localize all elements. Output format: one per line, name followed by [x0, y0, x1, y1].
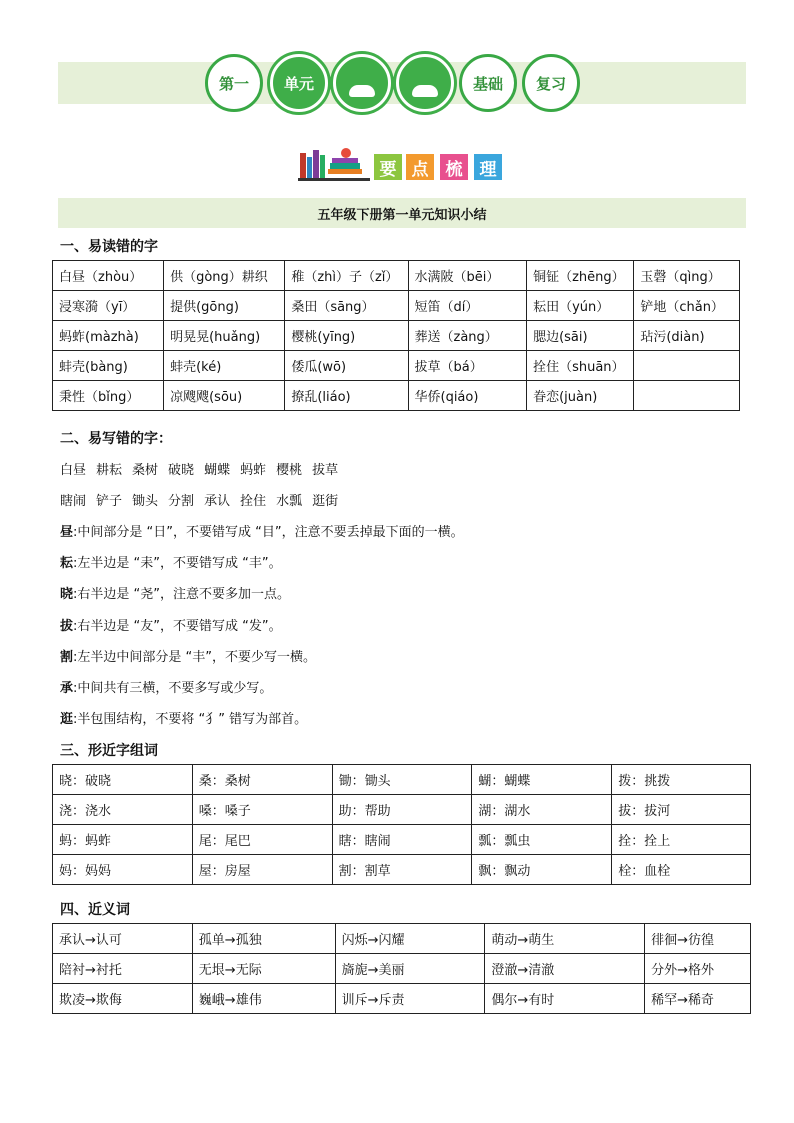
section3-table	[52, 764, 751, 885]
note-line	[60, 552, 282, 571]
header-circle-text: 单元	[283, 74, 314, 93]
table-cell	[634, 381, 740, 411]
header-circle-1	[205, 54, 263, 112]
section1-table	[52, 260, 740, 411]
word: 拔草	[312, 463, 339, 478]
word: 樱桃	[276, 463, 303, 478]
note-text: :中间共有三横，不要多写或少写。	[73, 681, 273, 696]
table-cell: 白昼（zhòu）	[53, 261, 164, 291]
table-cell: 蚂：蚂蚱	[53, 825, 193, 855]
table-cell: 玉磬（qìng）	[634, 261, 740, 291]
note-char: 拔	[60, 618, 74, 634]
words-line-2	[60, 490, 348, 509]
note-text: :中间部分是 “日”，不要错写成 “目”，注意不要丢掉最下面的一横。	[73, 525, 464, 540]
books-icon	[298, 147, 370, 181]
table-row	[53, 291, 740, 321]
table-cell: 拔：拔河	[612, 795, 751, 825]
table-cell: 撩乱(liáo)	[285, 381, 408, 411]
note-text: :右半边是 “友”，不要错写成 “发”。	[73, 618, 282, 634]
note-text: :半包围结构，不要将 “犭” 错写为部首。	[73, 712, 308, 728]
table-cell: 秉性（bǐng）	[53, 381, 164, 411]
word: 耕耘	[96, 463, 123, 478]
word: 承认	[204, 494, 231, 509]
table-cell: 短笛（dí）	[408, 291, 527, 321]
section3-heading: 三、形近字组词	[60, 743, 158, 759]
table-cell: 屋：房屋	[192, 855, 332, 885]
word: 水瓢	[276, 494, 303, 509]
table-cell: 蚌壳(ké)	[164, 351, 285, 381]
word: 逛街	[312, 494, 339, 509]
table-row	[53, 954, 751, 984]
table-cell: 凉飕飕(sōu)	[164, 381, 285, 411]
word: 桑树	[132, 463, 159, 478]
table-cell: 瓢：瓢虫	[472, 825, 612, 855]
section2-heading: 二、易写错的字：	[60, 431, 172, 447]
table-cell: 桑田（sāng）	[285, 291, 408, 321]
table-cell: 玷污(diàn)	[634, 321, 740, 351]
table-cell: 葬送（zàng）	[408, 321, 527, 351]
table-cell: 分外→格外	[645, 954, 751, 984]
table-cell: 明晃晃(huǎng)	[164, 321, 285, 351]
note-char: 昼	[60, 525, 74, 540]
table-cell: 助：帮助	[332, 795, 472, 825]
table-cell: 眷恋(juàn)	[527, 381, 634, 411]
note-line	[60, 677, 272, 696]
table-cell: 华侨(qiáo)	[408, 381, 527, 411]
cloud-icon	[349, 85, 375, 97]
note-char: 割	[60, 649, 74, 665]
cloud-circle-1	[333, 54, 391, 112]
table-cell: 妈：妈妈	[53, 855, 193, 885]
table-cell: 锄：锄头	[332, 765, 472, 795]
table-cell: 樱桃(yīng)	[285, 321, 408, 351]
table-cell: 瞎：瞎闹	[332, 825, 472, 855]
table-cell: 嗓：嗓子	[192, 795, 332, 825]
table-cell	[634, 351, 740, 381]
note-line	[60, 708, 307, 727]
table-cell: 栓：血栓	[612, 855, 751, 885]
table-cell: 拴住（shuān）	[527, 351, 634, 381]
table-cell: 耘田（yún）	[527, 291, 634, 321]
note-char: 逛	[60, 712, 74, 728]
table-cell: 提供(gōng)	[164, 291, 285, 321]
table-cell: 澄澈→清澈	[485, 954, 645, 984]
table-cell: 供（gòng）耕织	[164, 261, 285, 291]
header-circle-6	[522, 54, 580, 112]
table-cell: 割：割草	[332, 855, 472, 885]
word: 蚂蚱	[240, 463, 267, 478]
table-cell: 倭瓜(wō)	[285, 351, 408, 381]
table-cell: 巍峨→雄伟	[192, 984, 335, 1014]
table-row	[53, 984, 751, 1014]
table-cell: 蝴：蝴蝶	[472, 765, 612, 795]
note-line	[60, 646, 316, 665]
table-cell: 旖旎→美丽	[335, 954, 485, 984]
table-cell: 蚌壳(bàng)	[53, 351, 164, 381]
word: 破晓	[168, 463, 195, 478]
note-text: :左半边中间部分是 “丰”，不要少写一横。	[73, 649, 316, 665]
table-cell: 稀罕→稀奇	[645, 984, 751, 1014]
header-circle-text: 基础	[472, 74, 503, 93]
word: 铲子	[96, 494, 123, 509]
header-circle-2	[270, 54, 328, 112]
table-cell: 偶尔→有时	[485, 984, 645, 1014]
table-cell: 浇：浇水	[53, 795, 193, 825]
table-cell: 承认→认可	[53, 924, 193, 954]
note-line	[60, 583, 290, 602]
note-text: :左半边是 “耒”，不要错写成 “丰”。	[73, 556, 282, 572]
word: 拴住	[240, 494, 267, 509]
words-line-1	[60, 459, 348, 478]
table-row	[53, 825, 751, 855]
tag-3: 梳	[440, 154, 468, 180]
section4-table	[52, 923, 751, 1014]
note-char: 晓	[60, 587, 74, 603]
table-cell: 晓：破晓	[53, 765, 193, 795]
table-row	[53, 765, 751, 795]
word: 蝴蝶	[204, 463, 231, 478]
table-cell: 萌动→萌生	[485, 924, 645, 954]
table-row	[53, 924, 751, 954]
note-line	[60, 615, 282, 634]
cloud-icon	[412, 85, 438, 97]
table-cell: 浸寒漪（yī）	[53, 291, 164, 321]
table-cell: 拨：挑拨	[612, 765, 751, 795]
table-cell: 尾：尾巴	[192, 825, 332, 855]
table-cell: 陪衬→衬托	[53, 954, 193, 984]
table-cell: 湖：湖水	[472, 795, 612, 825]
table-row	[53, 381, 740, 411]
cloud-circle-2	[396, 54, 454, 112]
table-cell: 铲地（chǎn）	[634, 291, 740, 321]
table-row	[53, 261, 740, 291]
table-cell: 拔草（bá）	[408, 351, 527, 381]
table-cell: 蚂蚱(màzhà)	[53, 321, 164, 351]
table-row	[53, 795, 751, 825]
table-cell: 拴：拴上	[612, 825, 751, 855]
table-cell: 铜钲（zhēng）	[527, 261, 634, 291]
table-cell: 腮边(sāi)	[527, 321, 634, 351]
word: 分割	[168, 494, 195, 509]
word: 白昼	[60, 463, 87, 478]
table-cell: 孤单→孤独	[192, 924, 335, 954]
table-cell: 闪烁→闪耀	[335, 924, 485, 954]
table-cell: 训斥→斥责	[335, 984, 485, 1014]
tag-2: 点	[406, 154, 434, 180]
table-cell: 欺凌→欺侮	[53, 984, 193, 1014]
header-circle-text: 复习	[535, 74, 566, 93]
header-circle-text: 第一	[218, 74, 249, 93]
note-char: 承	[60, 681, 74, 696]
table-cell: 飘：飘动	[472, 855, 612, 885]
word: 锄头	[132, 494, 159, 509]
page-title: 五年级下册第一单元知识小结	[58, 198, 746, 228]
table-cell: 稚（zhì）子（zǐ）	[285, 261, 408, 291]
table-cell: 徘徊→彷徨	[645, 924, 751, 954]
table-cell: 桑：桑树	[192, 765, 332, 795]
table-cell: 无垠→无际	[192, 954, 335, 984]
header-circle-5	[459, 54, 517, 112]
note-line	[60, 521, 464, 540]
table-row	[53, 351, 740, 381]
tag-1: 要	[374, 154, 402, 180]
section1-heading: 一、易读错的字	[60, 239, 158, 255]
section4-heading: 四、近义词	[60, 902, 130, 918]
word: 瞎闹	[60, 494, 87, 509]
note-text: :右半边是 “尧”，注意不要多加一点。	[73, 587, 290, 603]
table-row	[53, 855, 751, 885]
note-char: 耘	[60, 556, 74, 572]
tag-4: 理	[474, 154, 502, 180]
table-cell: 水满陂（bēi）	[408, 261, 527, 291]
table-row	[53, 321, 740, 351]
